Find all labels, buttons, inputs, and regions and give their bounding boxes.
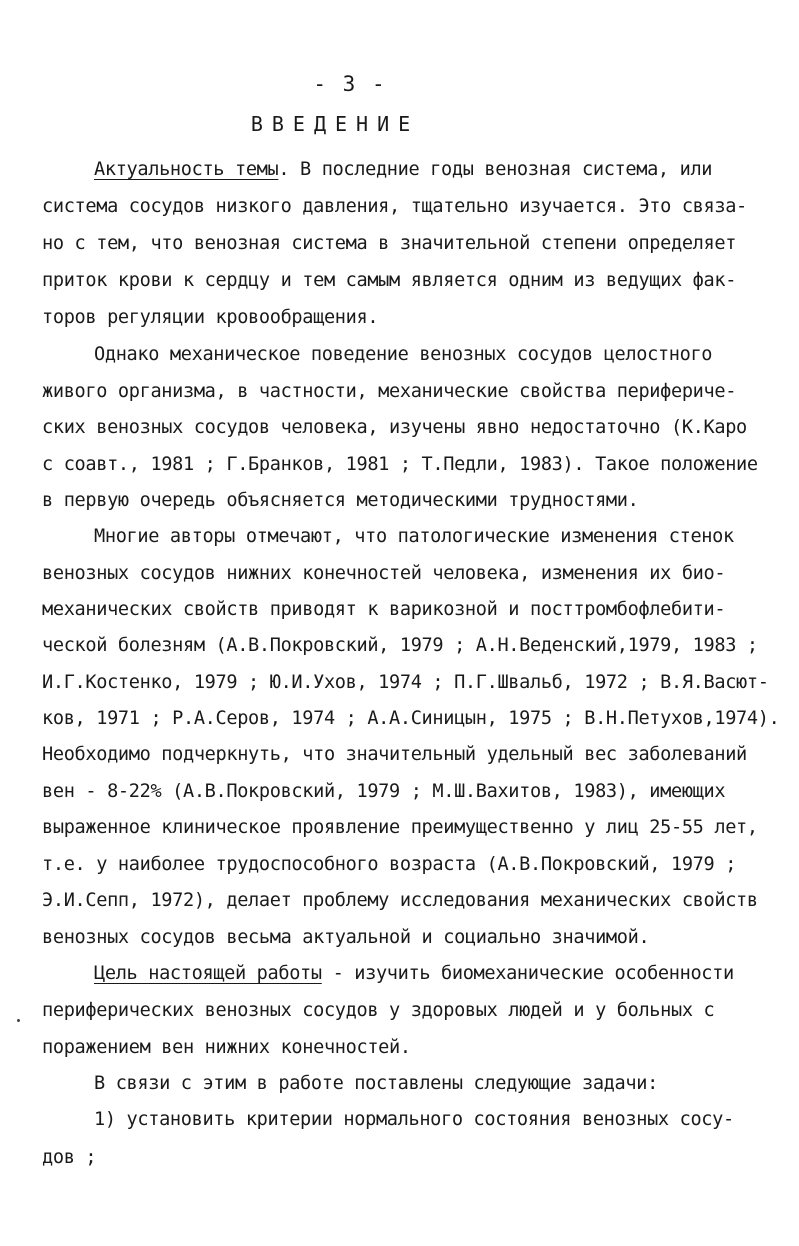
paragraph-line: механических свойств приводят к варикозной и посттромбофлебити- [42, 599, 726, 620]
paragraph-line: периферических венозных сосудов у здоровых людей и у больных с [42, 1000, 715, 1021]
paragraph-line: торов регуляции кровообращения. [42, 307, 379, 328]
paragraph-line: в первую очередь объясняется методическими трудностями. [42, 490, 639, 511]
paragraph-line: венозных сосудов весьма актуальной и социально значимой. [42, 927, 650, 948]
paragraph-line: дов ; [42, 1147, 97, 1168]
goal-lead: Цель настоящей работы [94, 963, 322, 984]
paragraph-line: поражением вен нижних конечностей. [42, 1037, 411, 1058]
paragraph-line: Однако механическое поведение венозных сосудов целостного [94, 344, 713, 365]
page-number: - 3 - [313, 72, 387, 96]
section-heading: ВВЕДЕНИЕ [250, 112, 420, 136]
margin-dot [17, 1019, 20, 1022]
paragraph-line: приток крови к сердцу и тем самым является одним из ведущих фак- [42, 270, 737, 291]
paragraph-line: вен - 8-22% (А.В.Покровский, 1979 ; М.Ш.Вахитов, 1983), имеющих [42, 781, 726, 802]
paragraph-line: ческой болезням (А.В.Покровский, 1979 ; А.Н.Веденский,1979, 1983 ; [42, 635, 758, 656]
paragraph-line: но с тем, что венозная система в значительной степени определяет [42, 233, 737, 254]
paragraph-line: В связи с этим в работе поставлены следующие задачи: [94, 1073, 658, 1094]
paragraph-line: И.Г.Костенко, 1979 ; Ю.И.Ухов, 1974 ; П.Г.Швальб, 1972 ; В.Я.Васют- [42, 672, 769, 693]
paragraph-line: ских венозных сосудов человека, изучены явно недостаточно (К.Каро [42, 417, 747, 438]
paragraph-line: венозных сосудов нижних конечностей человека, изменения их био- [42, 563, 726, 584]
paragraph-line: Э.И.Сепп, 1972), делает проблему исследования механических свойств [42, 890, 758, 911]
paragraph-line: 1) установить критерии нормального состояния венозных сосу- [94, 1109, 734, 1130]
paragraph-line: Актуальность темы. В последние годы венозная система, или [94, 159, 713, 180]
relevance-lead: Актуальность темы [94, 159, 279, 180]
paragraph-line: Цель настоящей работы - изучить биомеханические особенности [94, 963, 734, 984]
paragraph-line: живого организма, в частности, механические свойства перифериче- [42, 381, 737, 402]
paragraph-line: ков, 1971 ; Р.А.Серов, 1974 ; А.А.Синицын, 1975 ; В.Н.Петухов,1974). [42, 708, 780, 729]
paragraph-line: Многие авторы отмечают, что патологические изменения стенок [94, 526, 734, 547]
paragraph-line: выраженное клиническое проявление преимущественно у лиц 25-55 лет, [42, 817, 758, 838]
paragraph-line: с соавт., 1981 ; Г.Бранков, 1981 ; Т.Педли, 1983). Такое положение [42, 454, 758, 475]
paragraph-line: система сосудов низкого давления, тщательно изучается. Это связа- [42, 196, 747, 217]
paragraph-line: Необходимо подчеркнуть, что значительный удельный вес заболеваний [42, 744, 747, 765]
paragraph-line: т.е. у наиболее трудоспособного возраста (А.В.Покровский, 1979 ; [42, 854, 737, 875]
